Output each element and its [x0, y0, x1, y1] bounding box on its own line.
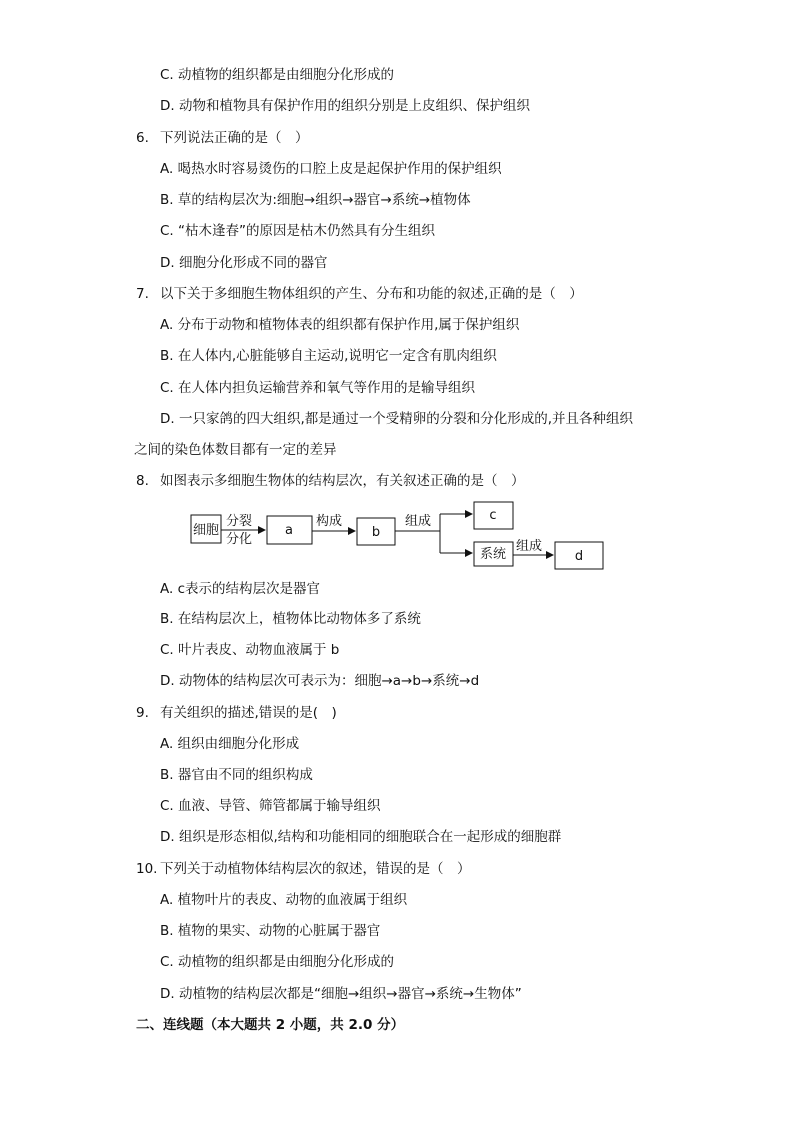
q5-option-c: C. 动植物的组织都是由细胞分化形成的	[160, 67, 395, 83]
q9-option-c: C. 血液、导管、筛管都属于输导组织	[160, 798, 381, 814]
q8-option-a: A. c表示的结构层次是器官	[160, 581, 321, 597]
q7-number: 7.	[136, 286, 149, 302]
q6-stem-text: 下列说法正确的是（ ）	[160, 130, 309, 146]
q9-stem-text: 有关组织的描述,错误的是( )	[160, 705, 337, 721]
section-2-heading: 二、连线题（本大题共 2 小题，共 2.0 分）	[136, 1017, 405, 1033]
q7-option-d: D. 一只家鸽的四大组织,都是通过一个受精卵的分裂和分化形成的,并且各种组织	[160, 411, 634, 427]
cell-label: 细胞	[192, 523, 220, 538]
q6-option-b: B. 草的结构层次为:细胞→组织→器官→系统→植物体	[160, 192, 471, 208]
q7-option-a: A. 分布于动物和植物体表的组织都有保护作用,属于保护组织	[160, 317, 520, 333]
divide-label: 分裂	[225, 514, 253, 529]
b-label: b	[371, 525, 381, 540]
system-label: 系统	[479, 547, 507, 562]
differentiate-label: 分化	[225, 532, 253, 547]
q10-option-b: B. 植物的果实、动物的心脏属于器官	[160, 923, 381, 939]
form-label: 构成	[315, 514, 343, 529]
q9-option-b: B. 器官由不同的组织构成	[160, 767, 313, 783]
compose-label-1: 组成	[404, 514, 432, 529]
q7-option-c: C. 在人体内担负运输营养和氧气等作用的是输导组织	[160, 380, 476, 396]
q9-option-a: A. 组织由细胞分化形成	[160, 736, 300, 752]
q10-stem	[136, 859, 471, 879]
q7-option-d-continued: 之间的染色体数目都有一定的差异	[134, 442, 337, 458]
q6-option-d: D. 细胞分化形成不同的器官	[160, 255, 328, 271]
q10-option-a: A. 植物叶片的表皮、动物的血液属于组织	[160, 892, 408, 908]
q8-option-b: B. 在结构层次上，植物体比动物体多了系统	[160, 611, 421, 627]
q7-option-b: B. 在人体内,心脏能够自主运动,说明它一定含有肌肉组织	[160, 348, 497, 364]
q6-option-c: C. “枯木逢春”的原因是枯木仍然具有分生组织	[160, 223, 435, 239]
q9-option-d: D. 组织是形态相似,结构和功能相同的细胞联合在一起形成的细胞群	[160, 829, 562, 845]
compose-label-2: 组成	[515, 539, 543, 554]
q10-option-d: D. 动植物的结构层次都是“细胞→组织→器官→系统→生物体”	[160, 986, 522, 1002]
q8-number: 8.	[136, 473, 149, 489]
q8-stem-text: 如图表示多细胞生物体的结构层次，有关叙述正确的是（ ）	[160, 473, 525, 489]
q6-number: 6.	[136, 130, 149, 146]
q9-number: 9.	[136, 705, 149, 721]
a-label: a	[285, 523, 293, 538]
d-label: d	[574, 549, 584, 564]
q7-stem-text: 以下关于多细胞生物体组织的产生、分布和功能的叙述,正确的是（ ）	[160, 286, 583, 302]
q6-option-a: A. 喝热水时容易烫伤的口腔上皮是起保护作用的保护组织	[160, 161, 502, 177]
q10-number: 10.	[136, 861, 158, 877]
c-label: c	[489, 508, 497, 523]
q5-option-d: D. 动物和植物具有保护作用的组织分别是上皮组织、保护组织	[160, 98, 530, 114]
q8-option-d: D. 动物体的结构层次可表示为：细胞→a→b→系统→d	[160, 673, 480, 689]
q8-option-c: C. 叶片表皮、动物血液属于 b	[160, 642, 340, 658]
q10-option-c: C. 动植物的组织都是由细胞分化形成的	[160, 954, 395, 970]
q10-stem-text: 下列关于动植物体结构层次的叙述，错误的是（ ）	[160, 861, 471, 877]
q9-stem	[136, 703, 337, 723]
